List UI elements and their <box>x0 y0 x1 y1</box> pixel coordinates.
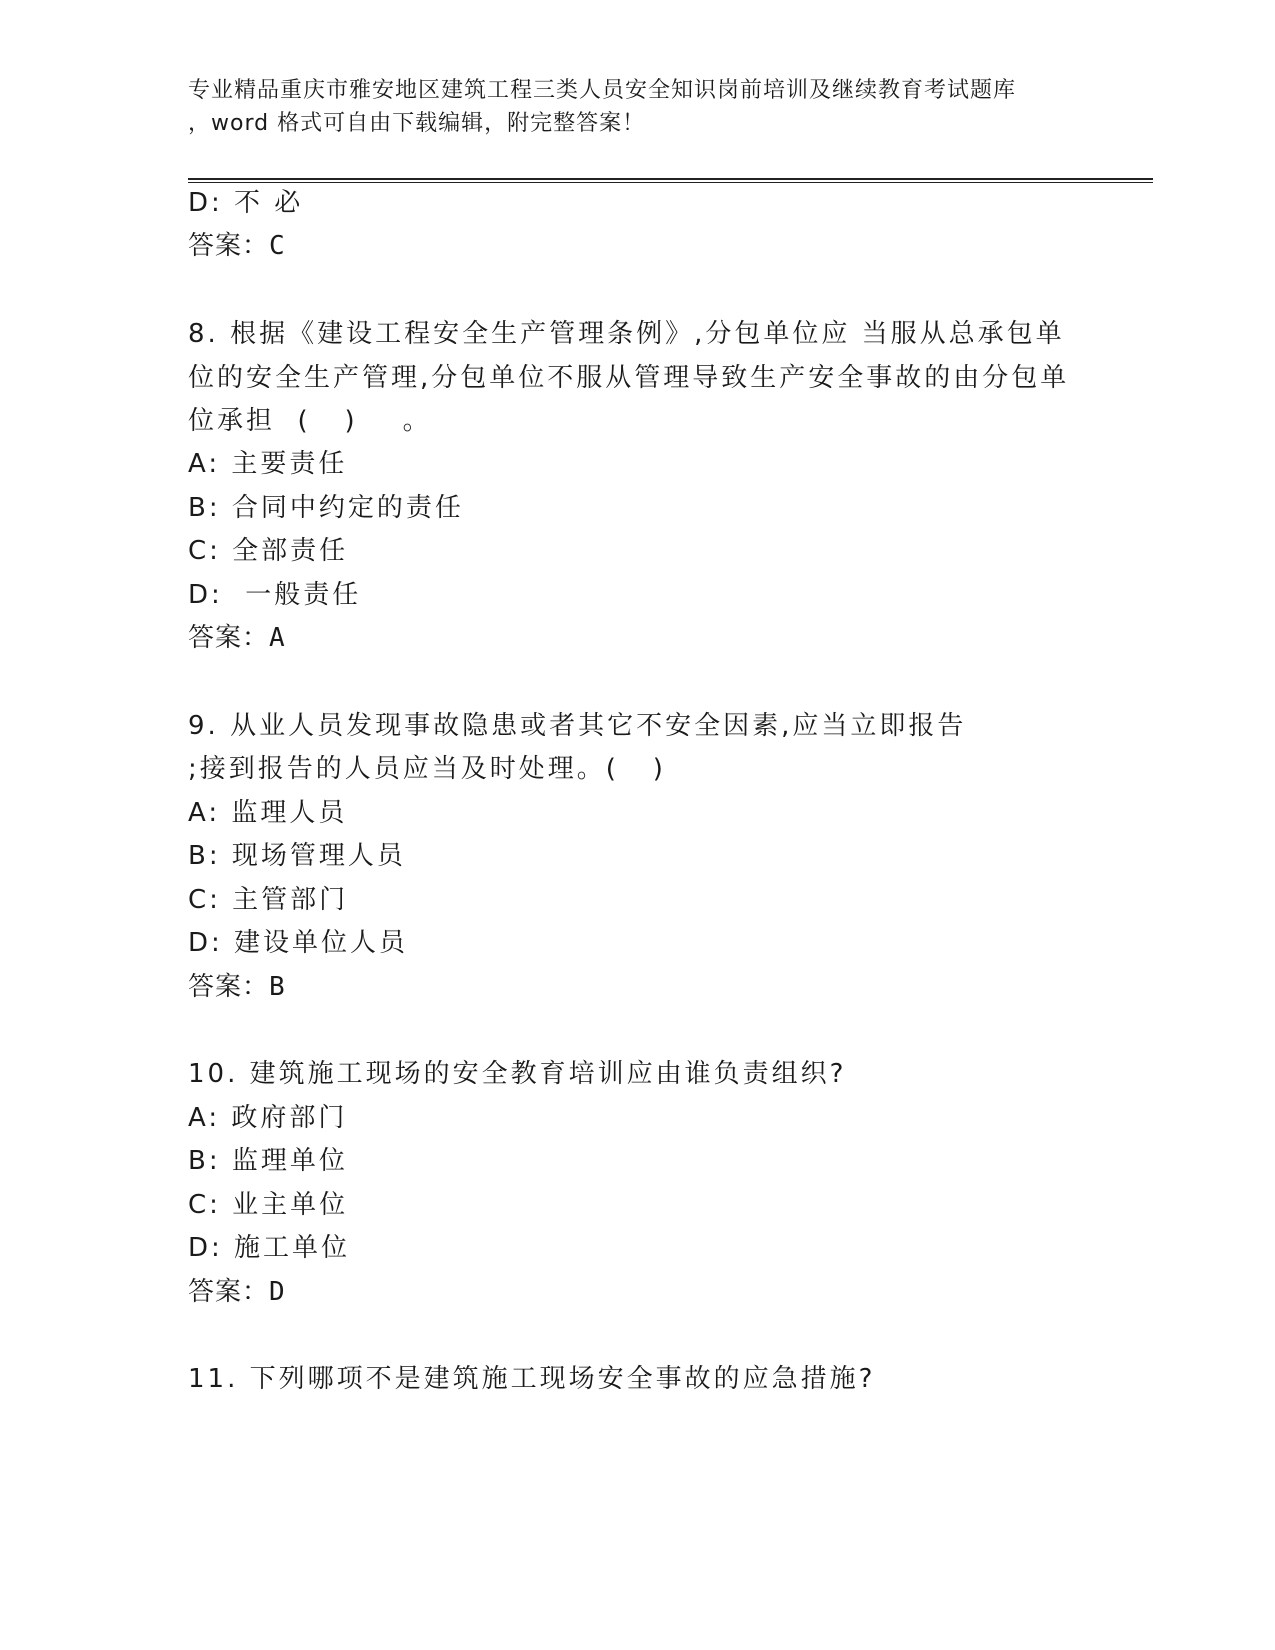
q10-text-line1: 10. 建筑施工现场的安全教育培训应由谁负责组织? <box>188 1059 847 1089</box>
q8-option-c: C: 全部责任 <box>188 536 349 566</box>
q8-answer: 答案：A <box>188 623 286 653</box>
q10-option-a: A: 政府部门 <box>188 1103 348 1133</box>
q8-option-d: D: 一般责任 <box>188 580 362 610</box>
q9-option-d: D: 建设单位人员 <box>188 928 409 958</box>
q8-text-line1: 8. 根据《建设工程安全生产管理条例》,分包单位应 当服从总承包单 <box>188 319 1065 349</box>
q8-text-line3: 位承担 ( ) 。 <box>188 406 432 436</box>
page-header <box>188 74 1088 140</box>
q9-option-c: C: 主管部门 <box>188 885 349 915</box>
prev-option-d: D: 不 必 <box>188 188 304 218</box>
q9-text-line2: ;接到报告的人员应当及时处理。( ) <box>188 754 666 784</box>
q8-option-a: A: 主要责任 <box>188 449 348 479</box>
q9-text-line1: 9. 从业人员发现事故隐患或者其它不安全因素,应当立即报告 <box>188 711 967 741</box>
q11-text-line1: 11. 下列哪项不是建筑施工现场安全事故的应急措施? <box>188 1364 876 1394</box>
q8-text-line2: 位的安全生产管理,分包单位不服从管理导致生产安全事故的由分包单 <box>188 363 1070 393</box>
q9-option-b: B: 现场管理人员 <box>188 841 406 871</box>
q9-option-a: A: 监理人员 <box>188 798 348 828</box>
q10-option-b: B: 监理单位 <box>188 1146 348 1176</box>
header-title-line1: 专业精品重庆市雅安地区建筑工程三类人员安全知识岗前培训及继续教育考试题库 <box>188 78 1017 103</box>
q9-answer: 答案：B <box>188 972 286 1002</box>
header-divider <box>188 178 1153 183</box>
q10-option-d: D: 施工单位 <box>188 1233 351 1263</box>
header-title-line2: ，word 格式可自由下载编辑，附完整答案！ <box>188 111 646 136</box>
q10-option-c: C: 业主单位 <box>188 1190 349 1220</box>
prev-answer: 答案：C <box>188 231 286 261</box>
q8-option-b: B: 合同中约定的责任 <box>188 493 464 523</box>
q10-answer: 答案：D <box>188 1277 286 1307</box>
